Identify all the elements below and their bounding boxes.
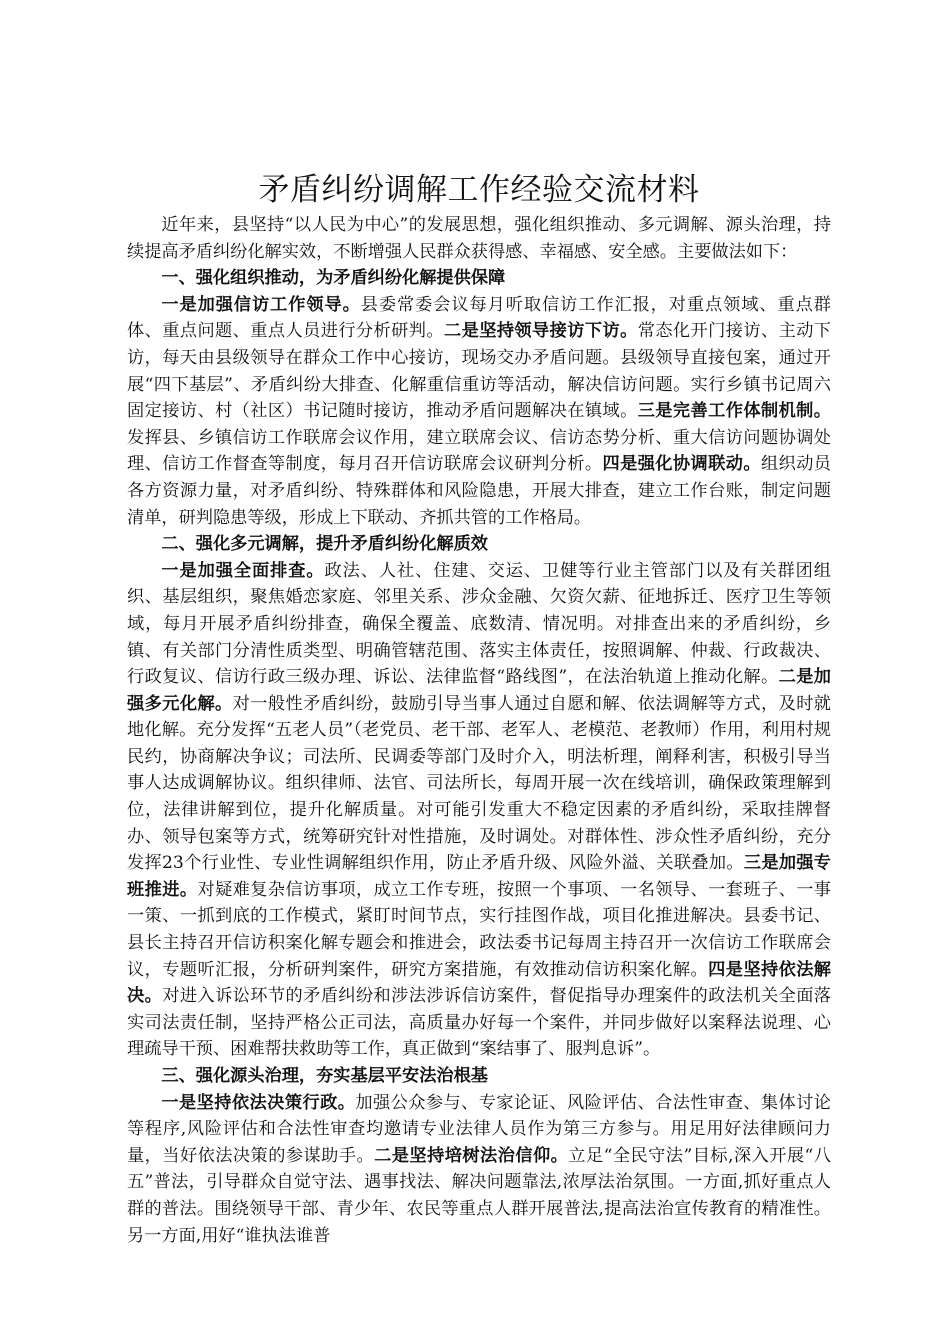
section-1-point-2-lead: 二是坚持领导接访下访。 (443, 321, 638, 342)
section-2-point-2-lead: 二是加强多元化解。 (127, 667, 831, 714)
section-heading-2: 二、强化多元调解，提升矛盾纠纷化解质效 (161, 534, 488, 555)
section-2-point-3-text: 对疑难复杂信访事项，成立工作专班，按照一个事项、一名领导、一套班子、一事一策、一抓到底的工作模式，紧盯时间节点，实行挂图作战，项目化推进解决。县委书记、县长主持召开信访积案化解专题会和推进会，政法委书记每周主持召开一次信访工作联席会议，专题听汇报，分析研判案件，研究方案措施，有效推动信访积案化解。 (127, 879, 831, 980)
section-3-point-1-lead: 一是坚持依法决策行政。 (161, 1092, 356, 1113)
section-2-point-1-text: 政法、人社、住建、交运、卫健等行业主管部门以及有关群团组织、基层组织，聚焦婚恋家庭、邻里关系、涉众金融、欠资欠薪、征地拆迁、医疗卫生等领域，每月开展矛盾纠纷排查，确保全覆盖、底数清、情况明。对排查出来的矛盾纠纷，乡镇、有关部门分清性质类型、明确管辖范围、落实主体责任，按照调解、仲裁、行政裁决、行政复议、信访行政三级办理、诉讼、法律监督“路线图”，在法治轨道上推动化解。 (127, 560, 831, 688)
section-heading-3: 三、强化源头治理，夯实基层平安法治根基 (161, 1066, 488, 1086)
section-1-point-1-text: 县委常委会议每月听取信访工作汇报，对重点领域、重点群体、重点问题、重点人员进行分析研判。 (127, 294, 831, 342)
section-heading-1: 一、强化组织推动，为矛盾纠纷化解提供保障 (161, 268, 506, 289)
section-1-point-2-text: 常态化开门接访、主动下访，每天由县级领导在群众工作中心接访，现场交办矛盾问题。县级领导直接包案，通过开展“四下基层”、矛盾纠纷大排查、化解重信重访等活动，解决信访问题。实行乡镇书记周六固定接访、村（社区）书记随时接访，推动矛盾问题解决在镇域。 (127, 321, 831, 422)
section-2-point-4-text: 对进入诉讼环节的矛盾纠纷和涉法涉诉信访案件，督促指导办理案件的政法机关全面落实司法责任制，坚持严格公正司法，高质量办好每一个案件，并同步做好以案释法说理、心理疏导干预、困难帮扶救助等工作，真正做到“案结事了、服判息诉”。 (127, 986, 831, 1060)
section-2-point-3-lead: 三是加强专班推进。 (127, 853, 831, 900)
section-3-point-1-text: 加强公众参与、专家论证、风险评估、合法性审查、集体讨论等程序,风险评估和合法性审查均邀请专业法律人员作为第三方参与。用足用好法律顾问力量，当好依法决策的参谋助手。 (127, 1092, 831, 1166)
section-2-paragraph (127, 558, 831, 1063)
section-1-point-1-lead: 一是加强信访工作领导。 (161, 294, 361, 315)
section-2-point-2-text: 对一般性矛盾纠纷，鼓励引导当事人通过自愿和解、依法调解等方式，及时就地化解。充分发挥“五老人员”（老党员、老干部、老军人、老模范、老教师）作用，利用村规民约，协商解决争议；司法所、民调委等部门及时介入，明法析理，阐释利害，积极引导当事人达成调解协议。组织律师、法官、司法所长，每周开展一次在线培训，确保政策理解到位，法律讲解到位，提升化解质量。对可能引发重大不稳定因素的矛盾纠纷，采取挂牌督办、领导包案等方式，统筹研究针对性措施，及时调处。对群体性、涉众性矛盾纠纷，充分发挥23个行业性、专业性调解组织作用，防止矛盾升级、风险外溢、关联叠加。 (127, 693, 831, 874)
section-3-point-2-text: 立足“全民守法”目标,深入开展“八五”普法，引导群众自觉守法、遇事找法、解决问题靠法,浓厚法治氛围。一方面,抓好重点人群的普法。围绕领导干部、青少年、农民等重点人群开展普法,提高法治宣传教育的精准性。另一方面,用好“谁执法谁普 (127, 1145, 831, 1246)
section-3-point-2-lead: 二是坚持培树法治信仰。 (374, 1145, 569, 1166)
section-1-paragraph (127, 292, 831, 531)
document-title: 矛盾纠纷调解工作经验交流材料 (258, 172, 700, 208)
section-2-point-1-lead: 一是加强全面排查。 (161, 560, 325, 581)
section-1-point-4-lead: 四是强化协调联动。 (602, 454, 761, 475)
section-1-point-3-text: 发挥县、乡镇信访工作联席会议作用，建立联席会议、信访态势分析、重大信访问题协调处理、信访工作督查等制度，每月召开信访联席会议研判分析。 (127, 427, 831, 475)
section-1-point-4-text: 组织动员各方资源力量，对矛盾纠纷、特殊群体和风险隐患，开展大排查，建立工作台账，制定问题清单，研判隐患等级，形成上下联动、齐抓共管的工作格局。 (127, 454, 831, 528)
section-3-paragraph (127, 1090, 831, 1250)
section-2-point-4-lead: 四是坚持依法解决。 (127, 959, 831, 1007)
intro-paragraph: 近年来，县坚持“以人民为中心”的发展思想，强化组织推动、多元调解、源头治理，持续提高矛盾纠纷化解实效，不断增强人民群众获得感、幸福感、安全感。主要做法如下： (127, 215, 831, 262)
section-1-point-3-lead: 三是完善工作体制机制。 (637, 401, 831, 422)
document-body (127, 168, 831, 1249)
